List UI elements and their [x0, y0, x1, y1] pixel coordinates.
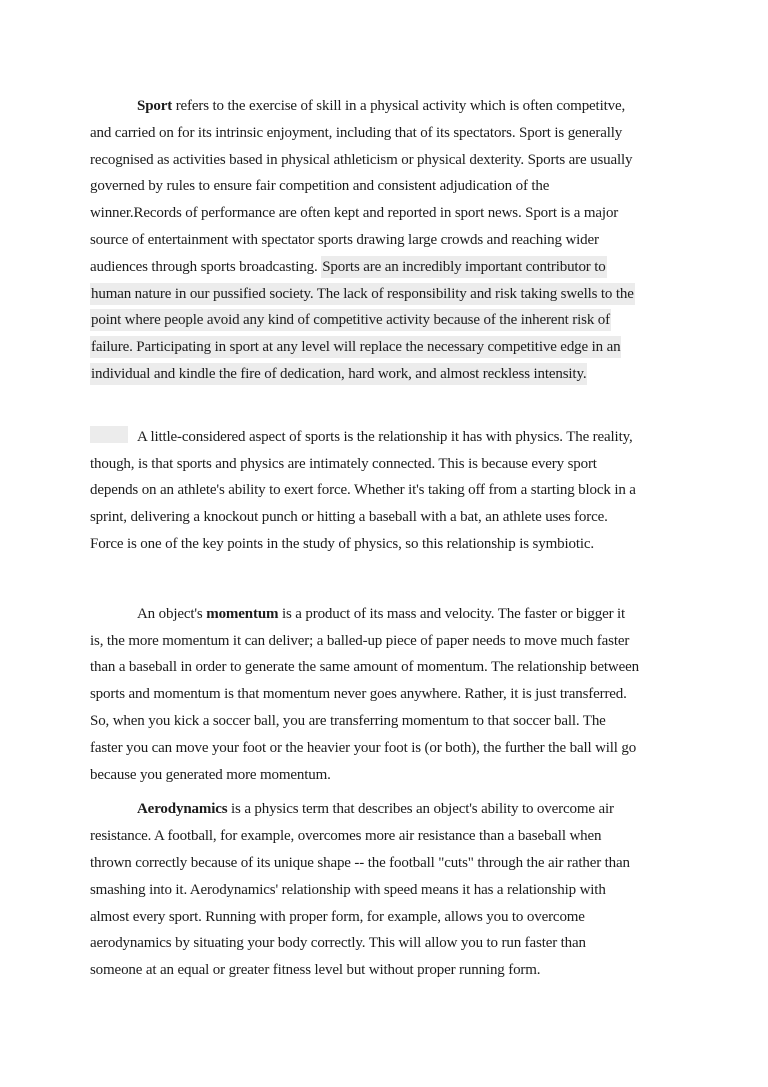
- text-line: [90, 93, 682, 120]
- text-run: and carried on for its intrinsic enjoyment, including that of its spectators. Sport is generally: [90, 124, 623, 141]
- text-line: [90, 930, 682, 957]
- text-line: [90, 681, 682, 708]
- highlighted-tab-space: [90, 426, 128, 443]
- text-line: [90, 762, 682, 789]
- text-run: sports and momentum is that momentum never goes anywhere. Rather, it is just transferred.: [90, 686, 627, 703]
- text-run: An object's: [137, 605, 207, 622]
- text-run: resistance. A football, for example, overcomes more air resistance than a baseball when: [90, 828, 602, 845]
- text-run: depends on an athlete's ability to exert force. Whether it's taking off from a starting block in a: [90, 482, 636, 499]
- text-line: [90, 120, 682, 147]
- text-line: [90, 477, 682, 504]
- text-line: [90, 904, 682, 931]
- text-line: [90, 654, 682, 681]
- text-line: [90, 531, 682, 558]
- text-line: [90, 334, 682, 361]
- text-line: [90, 281, 682, 308]
- text-line: [90, 796, 682, 823]
- paragraph-aerodynamics: [90, 796, 682, 984]
- bold-text-run: Aerodynamics: [137, 801, 228, 818]
- text-run: though, is that sports and physics are intimately connected. This is because every sport: [90, 455, 597, 472]
- text-run: because you generated more momentum.: [90, 766, 331, 783]
- text-run: sprint, delivering a knockout punch or hitting a baseball with a bat, an athlete uses force.: [90, 509, 608, 526]
- text-line: [90, 424, 682, 451]
- highlighted-text-run: individual and kindle the fire of dedication, hard work, and almost reckless intensity.: [90, 363, 587, 385]
- text-line: [90, 735, 682, 762]
- text-run: recognised as activities based in physical athleticism or physical dexterity. Sports are usually: [90, 151, 633, 168]
- text-line: [90, 877, 682, 904]
- text-line: [90, 628, 682, 655]
- text-line: [90, 850, 682, 877]
- highlighted-text-run: Sports are an incredibly important contributor to: [321, 256, 606, 278]
- text-line: [90, 451, 682, 478]
- text-line: [90, 504, 682, 531]
- text-run: faster you can move your foot or the heavier your foot is (or both), the further the ball will go: [90, 739, 637, 756]
- text-line: [90, 361, 682, 388]
- text-run: source of entertainment with spectator sports drawing large crowds and reaching wider: [90, 231, 599, 248]
- text-run: governed by rules to ensure fair competition and consistent adjudication of the: [90, 178, 550, 195]
- text-run: audiences through sports broadcasting.: [90, 258, 322, 275]
- text-line: [90, 601, 682, 628]
- text-run: is, the more momentum it can deliver; a balled-up piece of paper needs to move much faster: [90, 632, 630, 649]
- text-run: Force is one of the key points in the study of physics, so this relationship is symbiotic.: [90, 535, 594, 552]
- text-run: is a physics term that describes an object's ability to overcome air: [227, 801, 614, 818]
- bold-text-run: Sport: [137, 98, 173, 114]
- text-run: than a baseball in order to generate the same amount of momentum. The relationship between: [90, 659, 639, 676]
- text-line: [90, 200, 682, 227]
- text-run: is a product of its mass and velocity. The faster or bigger it: [278, 605, 626, 622]
- text-line: [90, 227, 682, 254]
- text-run: So, when you kick a soccer ball, you are transferring momentum to that soccer ball. The: [90, 712, 606, 729]
- text-line: [90, 823, 682, 850]
- document-body: [90, 93, 682, 984]
- bold-text-run: momentum: [206, 605, 279, 622]
- text-run: refers to the exercise of skill in a physical activity which is often competitve,: [172, 98, 626, 114]
- text-line: [90, 957, 682, 984]
- text-run: almost every sport. Running with proper form, for example, allows you to overcome: [90, 908, 585, 925]
- paragraph-momentum: [90, 601, 682, 789]
- paragraph-sport-definition: [90, 93, 682, 388]
- highlighted-text-run: failure. Participating in sport at any level will replace the necessary competitive edge in an: [90, 336, 621, 358]
- text-run: thrown correctly because of its unique shape -- the football "cuts" through the air rather than: [90, 854, 630, 871]
- text-run: A little-considered aspect of sports is the relationship it has with physics. The reality,: [137, 428, 633, 445]
- text-run: someone at an equal or greater fitness level but without proper running form.: [90, 962, 541, 979]
- highlighted-text-run: point where people avoid any kind of competitive activity because of the inherent risk of: [90, 309, 611, 331]
- text-line: [90, 147, 682, 174]
- paragraph-sports-and-physics: [90, 424, 682, 558]
- text-line: [90, 708, 682, 735]
- text-run: smashing into it. Aerodynamics' relationship with speed means it has a relationship with: [90, 881, 606, 898]
- highlighted-text-run: human nature in our pussified society. The lack of responsibility and risk taking swells to the: [90, 283, 635, 305]
- text-run: aerodynamics by situating your body correctly. This will allow you to run faster than: [90, 935, 586, 952]
- text-line: [90, 307, 682, 334]
- text-run: winner.Records of performance are often kept and reported in sport news. Sport is a major: [90, 205, 619, 222]
- text-line: [90, 254, 682, 281]
- text-line: [90, 173, 682, 200]
